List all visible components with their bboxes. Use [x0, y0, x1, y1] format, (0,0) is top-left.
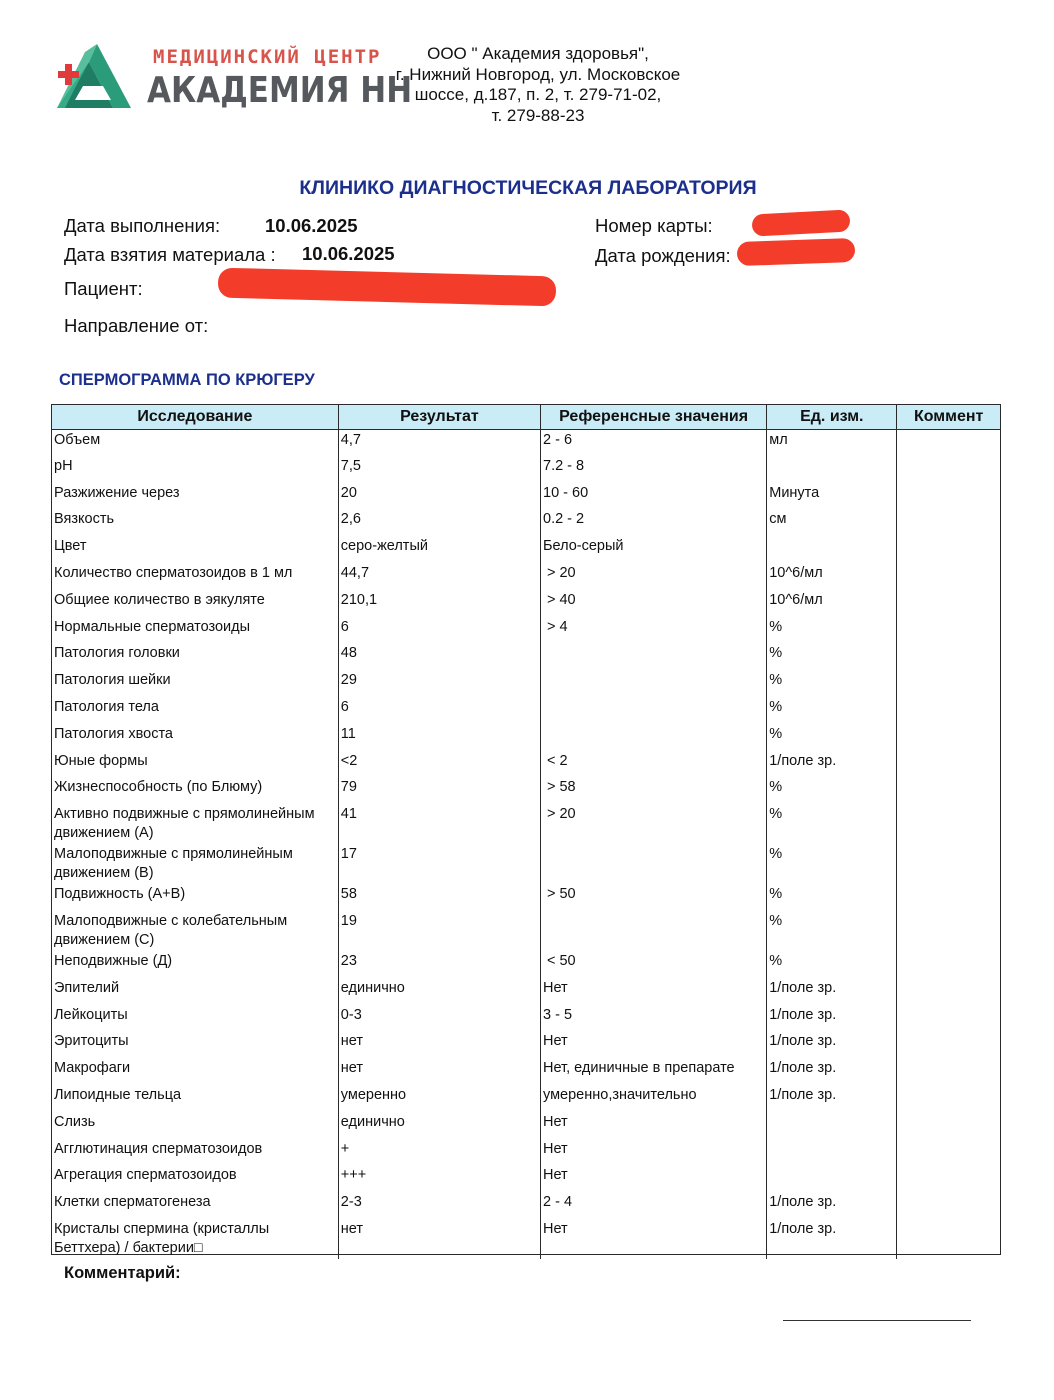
- unit-value: [767, 1112, 897, 1139]
- result-value: 2,6: [338, 509, 540, 536]
- reference-value: > 58: [541, 777, 767, 804]
- reference-value: Нет: [541, 1165, 767, 1192]
- test-name: Патология головки: [52, 643, 338, 670]
- card-number-label: Номер карты:: [595, 215, 713, 236]
- reference-value: Бело-серый: [541, 536, 767, 563]
- org-line: шоссе, д.187, п. 2, т. 279-71-02,: [414, 85, 662, 104]
- result-value: 11: [338, 724, 540, 751]
- test-name: Лейкоциты: [52, 1005, 338, 1032]
- test-name: Макрофаги: [52, 1058, 338, 1085]
- unit-value: %: [767, 643, 897, 670]
- test-name: Объем: [52, 429, 338, 456]
- reference-value: [541, 697, 767, 724]
- result-value: 41: [338, 804, 540, 844]
- result-value: 4,7: [338, 429, 540, 456]
- comment-cell: [897, 643, 1000, 670]
- unit-value: %: [767, 617, 897, 644]
- comment-cell: [897, 804, 1000, 844]
- results-table: [51, 404, 1001, 1255]
- comment-cell: [897, 483, 1000, 510]
- brand-name: АКАДЕМИЯ НН: [147, 70, 413, 111]
- unit-value: 1/поле зр.: [767, 1058, 897, 1085]
- comment-cell: [897, 724, 1000, 751]
- result-value: 210,1: [338, 590, 540, 617]
- test-name: Цвет: [52, 536, 338, 563]
- comment-cell: [897, 697, 1000, 724]
- table-row: [52, 563, 1000, 590]
- redaction-card-number: [751, 209, 850, 236]
- reference-value: < 2: [541, 751, 767, 778]
- comment-cell: [897, 1139, 1000, 1166]
- organization-address: [376, 44, 700, 126]
- reference-value: 7.2 - 8: [541, 456, 767, 483]
- result-value: единично: [338, 1112, 540, 1139]
- unit-value: 1/поле зр.: [767, 1005, 897, 1032]
- reference-value: > 50: [541, 884, 767, 911]
- table-row: [52, 724, 1000, 751]
- comment-cell: [897, 563, 1000, 590]
- reference-value: 3 - 5: [541, 1005, 767, 1032]
- test-name: Юные формы: [52, 751, 338, 778]
- table-row: [52, 804, 1000, 844]
- test-name: Эпителий: [52, 978, 338, 1005]
- table-row: [52, 1139, 1000, 1166]
- table-row: [52, 1005, 1000, 1032]
- reference-value: > 40: [541, 590, 767, 617]
- table-row: [52, 844, 1000, 884]
- table-row: [52, 884, 1000, 911]
- unit-value: %: [767, 777, 897, 804]
- table-row: [52, 1219, 1000, 1259]
- reference-value: [541, 643, 767, 670]
- comment-cell: [897, 777, 1000, 804]
- patient-label: Пациент:: [64, 278, 143, 299]
- table-row: [52, 751, 1000, 778]
- unit-value: 10^6/мл: [767, 590, 897, 617]
- result-value: нет: [338, 1219, 540, 1259]
- test-name: Неподвижные (Д): [52, 951, 338, 978]
- unit-value: [767, 1139, 897, 1166]
- test-name: Патология хвоста: [52, 724, 338, 751]
- reference-value: > 20: [541, 804, 767, 844]
- reference-value: умеренно,значительно: [541, 1085, 767, 1112]
- unit-value: мл: [767, 429, 897, 456]
- comment-cell: [897, 911, 1000, 951]
- result-value: 44,7: [338, 563, 540, 590]
- result-value: 6: [338, 697, 540, 724]
- referral-label: Направление от:: [64, 315, 209, 336]
- result-value: +: [338, 1139, 540, 1166]
- unit-value: %: [767, 951, 897, 978]
- table-header-row: [52, 405, 1000, 429]
- test-name: Липоидные тельца: [52, 1085, 338, 1112]
- signature-line: [783, 1320, 971, 1321]
- comment-cell: [897, 617, 1000, 644]
- table-row: [52, 777, 1000, 804]
- lab-title: КЛИНИКО ДИАГНОСТИЧЕСКАЯ ЛАБОРАТОРИЯ: [299, 177, 757, 199]
- unit-value: %: [767, 911, 897, 951]
- test-name: Патология тела: [52, 697, 338, 724]
- comment-cell: [897, 1058, 1000, 1085]
- unit-value: 1/поле зр.: [767, 1192, 897, 1219]
- test-name: Нормальные сперматозоиды: [52, 617, 338, 644]
- test-name: Жизнеспособность (по Блюму): [52, 777, 338, 804]
- redaction-birth-date: [737, 238, 856, 266]
- reference-value: Нет: [541, 1139, 767, 1166]
- reference-value: > 4: [541, 617, 767, 644]
- column-header-reference: Референсные значения: [541, 405, 767, 429]
- sample-date-value: 10.06.2025: [302, 243, 395, 264]
- comment-cell: [897, 509, 1000, 536]
- test-name: Патология шейки: [52, 670, 338, 697]
- table-row: [52, 911, 1000, 951]
- result-value: 23: [338, 951, 540, 978]
- unit-value: 1/поле зр.: [767, 1031, 897, 1058]
- birth-date-label: Дата рождения:: [595, 245, 731, 266]
- table-row: [52, 1058, 1000, 1085]
- unit-value: 10^6/мл: [767, 563, 897, 590]
- table-row: [52, 1085, 1000, 1112]
- test-name: Малоподвижные с прямолинейным движением (В): [52, 844, 338, 884]
- reference-value: [541, 844, 767, 884]
- table-row: [52, 590, 1000, 617]
- brand-subtitle: МЕДИЦИНСКИЙ ЦЕНТР: [153, 46, 382, 68]
- result-value: умеренно: [338, 1085, 540, 1112]
- result-value: 7,5: [338, 456, 540, 483]
- unit-value: %: [767, 884, 897, 911]
- comment-cell: [897, 590, 1000, 617]
- result-value: <2: [338, 751, 540, 778]
- result-value: 2-3: [338, 1192, 540, 1219]
- academy-logo-icon: [55, 42, 135, 110]
- reference-value: [541, 670, 767, 697]
- test-name: Слизь: [52, 1112, 338, 1139]
- test-name: Агрегация сперматозоидов: [52, 1165, 338, 1192]
- test-name: pH: [52, 456, 338, 483]
- result-value: 19: [338, 911, 540, 951]
- result-value: 17: [338, 844, 540, 884]
- unit-value: %: [767, 724, 897, 751]
- table-row: [52, 536, 1000, 563]
- table-row: [52, 1112, 1000, 1139]
- table-row: [52, 697, 1000, 724]
- reference-value: [541, 724, 767, 751]
- reference-value: 10 - 60: [541, 483, 767, 510]
- reference-value: > 20: [541, 563, 767, 590]
- unit-value: %: [767, 670, 897, 697]
- unit-value: [767, 456, 897, 483]
- comment-cell: [897, 456, 1000, 483]
- comment-cell: [897, 951, 1000, 978]
- result-value: нет: [338, 1058, 540, 1085]
- reference-value: Нет: [541, 978, 767, 1005]
- result-value: 20: [338, 483, 540, 510]
- result-value: +++: [338, 1165, 540, 1192]
- result-value: 58: [338, 884, 540, 911]
- unit-value: %: [767, 697, 897, 724]
- test-name: Общиее количество в эякуляте: [52, 590, 338, 617]
- reference-value: Нет, единичные в препарате: [541, 1058, 767, 1085]
- reference-value: Нет: [541, 1219, 767, 1259]
- unit-value: 1/поле зр.: [767, 1085, 897, 1112]
- test-name: Разжижение через: [52, 483, 338, 510]
- result-value: 0-3: [338, 1005, 540, 1032]
- reference-value: 0.2 - 2: [541, 509, 767, 536]
- comment-cell: [897, 1219, 1000, 1259]
- sample-date-label: Дата взятия материала :: [64, 244, 276, 265]
- test-name: Подвижность (А+В): [52, 884, 338, 911]
- result-value: 6: [338, 617, 540, 644]
- comment-cell: [897, 1192, 1000, 1219]
- test-name: Малоподвижные с колебательным движением (С): [52, 911, 338, 951]
- test-name: Количество сперматозоидов в 1 мл: [52, 563, 338, 590]
- comment-cell: [897, 1085, 1000, 1112]
- org-line: ООО " Академия здоровья",: [427, 44, 649, 63]
- comment-cell: [897, 844, 1000, 884]
- test-name: Вязкость: [52, 509, 338, 536]
- unit-value: см: [767, 509, 897, 536]
- column-header-test: Исследование: [52, 405, 338, 429]
- reference-value: Нет: [541, 1031, 767, 1058]
- table-row: [52, 1031, 1000, 1058]
- comment-label: Комментарий:: [64, 1264, 181, 1282]
- redaction-patient-name: [218, 268, 557, 307]
- test-name: Клетки сперматогенеза: [52, 1192, 338, 1219]
- result-value: 29: [338, 670, 540, 697]
- reference-value: [541, 911, 767, 951]
- exec-date-value: 10.06.2025: [265, 215, 358, 236]
- result-value: единично: [338, 978, 540, 1005]
- unit-value: 1/поле зр.: [767, 751, 897, 778]
- table-row: [52, 643, 1000, 670]
- unit-value: [767, 1165, 897, 1192]
- table-row: [52, 509, 1000, 536]
- reference-value: < 50: [541, 951, 767, 978]
- comment-cell: [897, 1005, 1000, 1032]
- column-header-comment: Коммент: [897, 405, 1000, 429]
- org-line: г. Нижний Новгород, ул. Московское: [395, 64, 681, 84]
- unit-value: [767, 536, 897, 563]
- comment-cell: [897, 536, 1000, 563]
- comment-cell: [897, 670, 1000, 697]
- table-row: [52, 951, 1000, 978]
- test-name: Эритоциты: [52, 1031, 338, 1058]
- comment-cell: [897, 429, 1000, 456]
- unit-value: 1/поле зр.: [767, 1219, 897, 1259]
- unit-value: Минута: [767, 483, 897, 510]
- unit-value: %: [767, 804, 897, 844]
- reference-value: 2 - 6: [541, 429, 767, 456]
- comment-cell: [897, 1112, 1000, 1139]
- comment-cell: [897, 884, 1000, 911]
- comment-cell: [897, 1165, 1000, 1192]
- column-header-unit: Ед. изм.: [767, 405, 897, 429]
- column-header-result: Результат: [338, 405, 540, 429]
- table-row: [52, 1192, 1000, 1219]
- table-row: [52, 429, 1000, 456]
- table-row: [52, 978, 1000, 1005]
- test-name: Активно подвижные с прямолинейным движением (А): [52, 804, 338, 844]
- result-value: 48: [338, 643, 540, 670]
- table-row: [52, 456, 1000, 483]
- table-row: [52, 483, 1000, 510]
- section-title: СПЕРМОГРАММА ПО КРЮГЕРУ: [59, 371, 315, 389]
- result-value: серо-желтый: [338, 536, 540, 563]
- reference-value: Нет: [541, 1112, 767, 1139]
- exec-date-label: Дата выполнения:: [64, 215, 221, 236]
- table-row: [52, 617, 1000, 644]
- unit-value: 1/поле зр.: [767, 978, 897, 1005]
- comment-cell: [897, 751, 1000, 778]
- result-value: 79: [338, 777, 540, 804]
- unit-value: %: [767, 844, 897, 884]
- test-name: Кристалы спермина (кристаллы Беттхера) / бактерии□: [52, 1219, 338, 1259]
- comment-cell: [897, 1031, 1000, 1058]
- comment-cell: [897, 978, 1000, 1005]
- table-row: [52, 1165, 1000, 1192]
- result-value: нет: [338, 1031, 540, 1058]
- test-name: Агглютинация сперматозоидов: [52, 1139, 338, 1166]
- reference-value: 2 - 4: [541, 1192, 767, 1219]
- org-line: т. 279-88-23: [491, 105, 585, 125]
- table-row: [52, 670, 1000, 697]
